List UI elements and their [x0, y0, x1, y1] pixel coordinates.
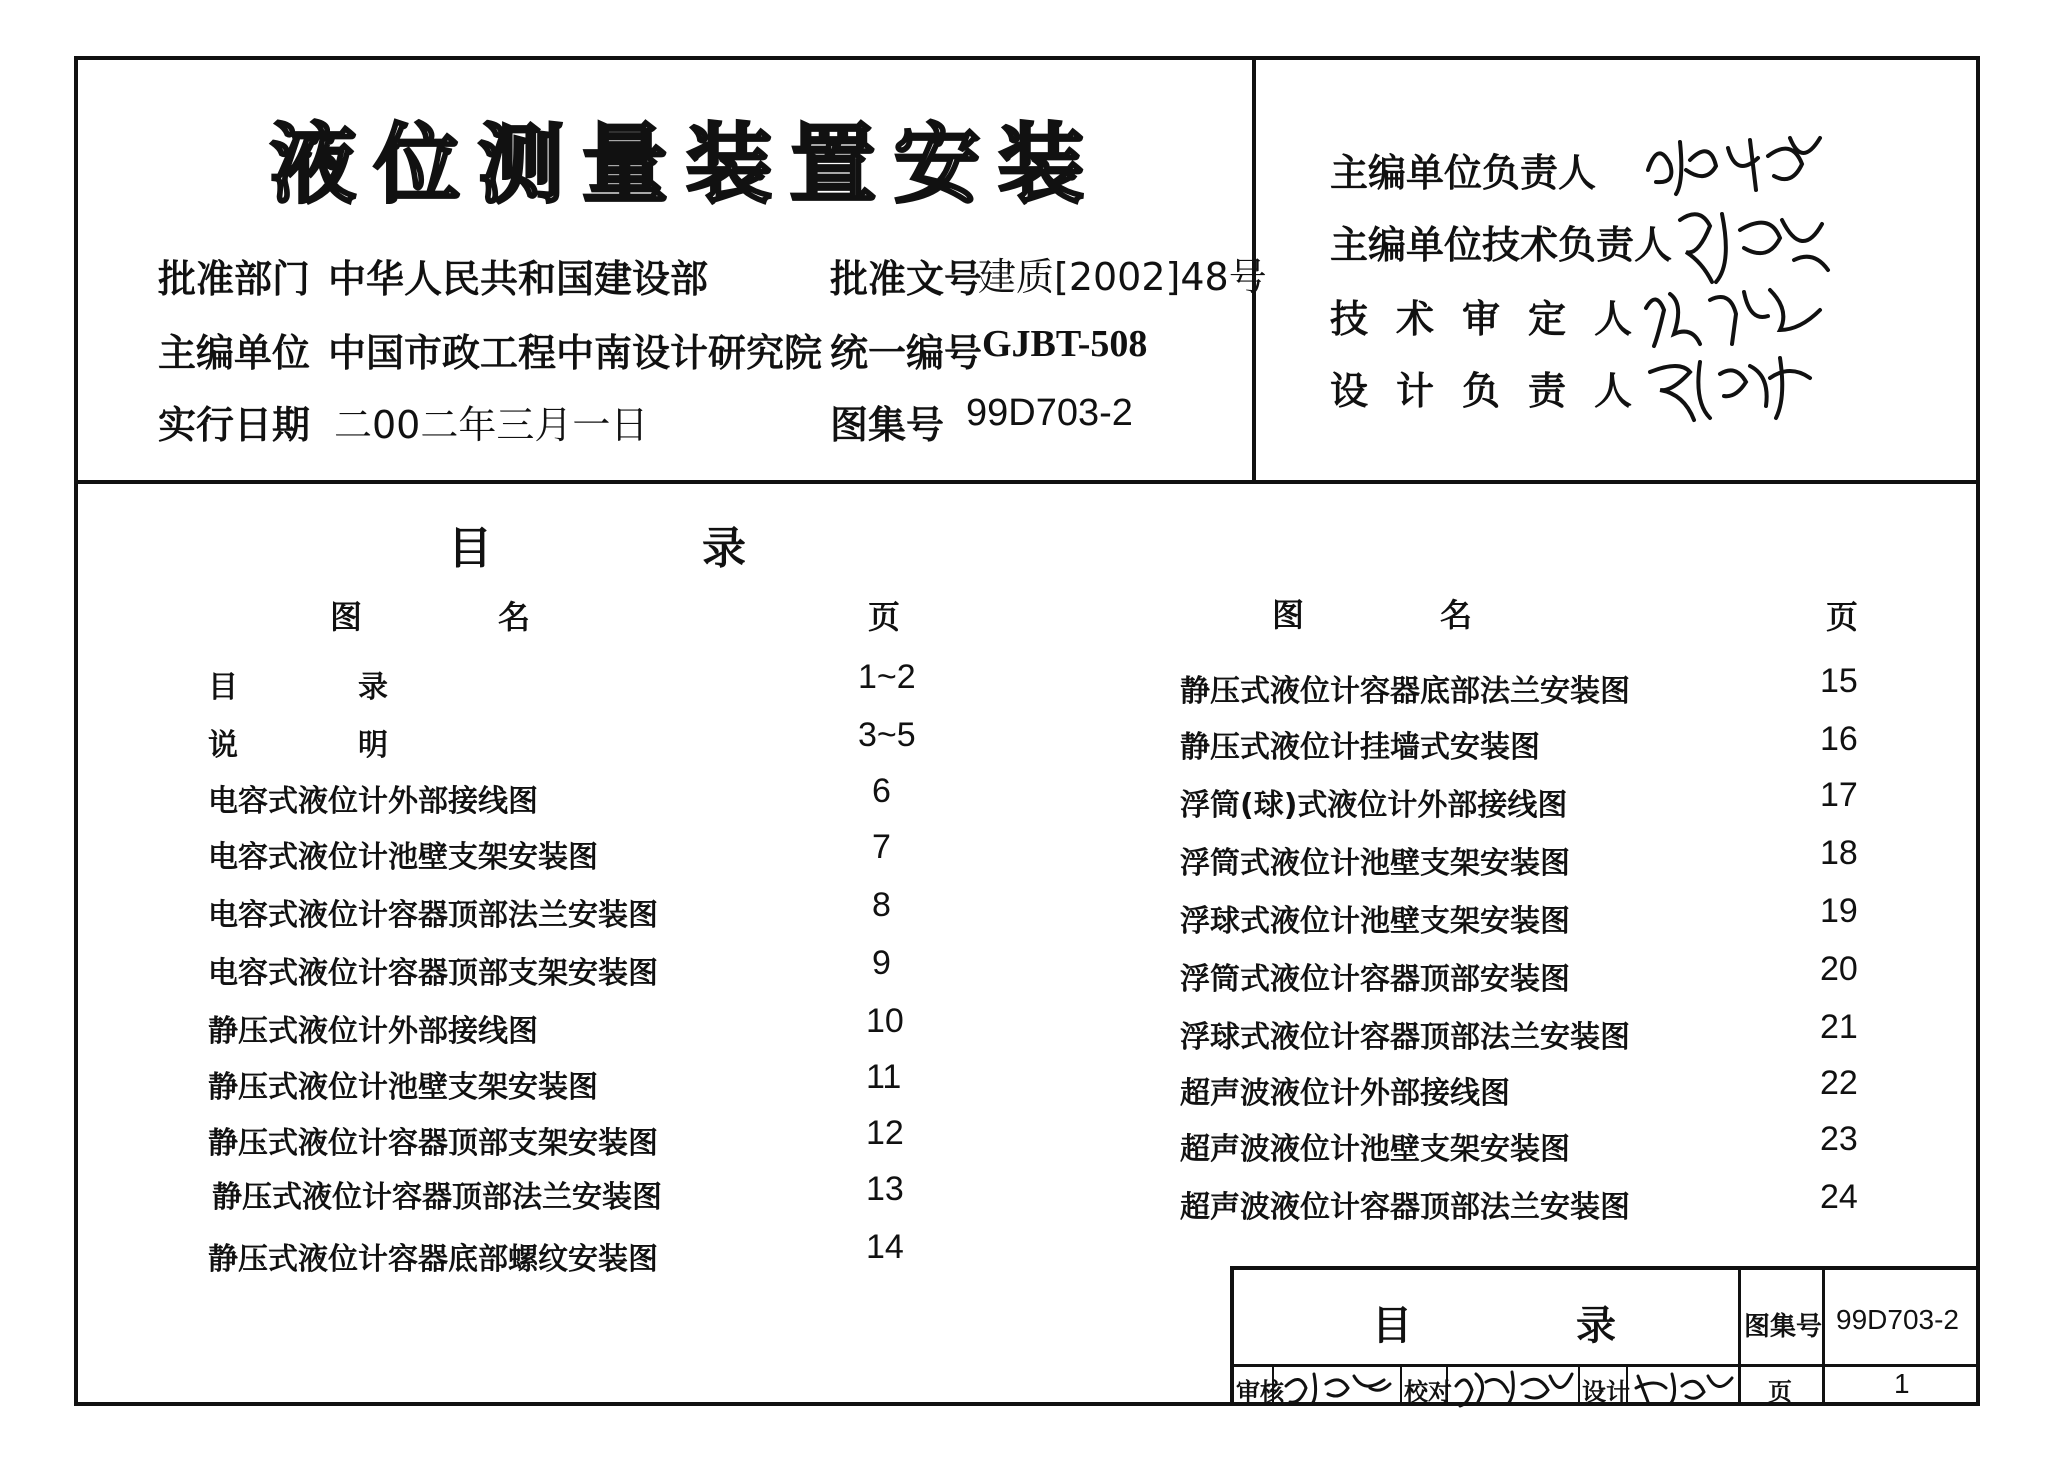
titleblock-top	[1230, 1266, 1980, 1270]
approval-doc-label: 批准文号	[830, 257, 983, 301]
toc-entry: 电容式液位计外部接线图	[208, 784, 538, 819]
sig-role-chief-unit-head: 主编单位负责人	[1330, 151, 1597, 195]
toc-entry: 浮筒(球)式液位计外部接线图	[1180, 788, 1568, 823]
toc-entry: 电容式液位计容器顶部法兰安装图	[208, 898, 658, 933]
titleblock-title-left: 目	[1372, 1303, 1412, 1349]
toc-page: 17	[1820, 776, 1858, 814]
toc-page: 9	[872, 944, 891, 982]
toc-entry: 超声波液位计外部接线图	[1180, 1076, 1510, 1111]
titleblock-page-label: 页	[1768, 1378, 1792, 1406]
toc-entry: 超声波液位计池壁支架安装图	[1180, 1132, 1570, 1167]
titleblock-atlas-label: 图集号	[1744, 1312, 1823, 1342]
toc-entry: 静压式液位计容器顶部支架安装图	[208, 1126, 658, 1161]
toc-entry: 静压式液位计池壁支架安装图	[208, 1070, 598, 1105]
effective-date: 二00二年三月一日	[334, 403, 649, 447]
approval-doc: 建质[2002]48号	[978, 255, 1267, 299]
toc-entry: 静压式液位计外部接线图	[208, 1014, 538, 1049]
toc-page: 12	[866, 1114, 904, 1152]
toc-heading-left: 目	[448, 523, 492, 574]
toc-entry: 浮球式液位计容器顶部法兰安装图	[1180, 1020, 1630, 1055]
toc-page: 23	[1820, 1120, 1858, 1158]
titleblock-left	[1230, 1266, 1234, 1406]
col-page-right: 页	[1826, 598, 1859, 636]
toc-entry: 静压式液位计挂墙式安装图	[1180, 730, 1540, 765]
titleblock-sub2	[1400, 1364, 1402, 1406]
approval-dept-label: 批准部门	[158, 257, 311, 301]
titleblock-sub4	[1578, 1364, 1580, 1406]
toc-entry: 浮筒式液位计容器顶部安装图	[1180, 962, 1570, 997]
titleblock-div2	[1822, 1266, 1825, 1406]
titleblock-page-value: 1	[1894, 1368, 1910, 1399]
toc-page: 22	[1820, 1064, 1858, 1102]
toc-heading-right: 录	[702, 523, 746, 574]
toc-entry: 静压式液位计容器底部法兰安装图	[1180, 674, 1630, 709]
atlas-no: 99D703-2	[966, 392, 1133, 434]
titleblock-design-label: 设计	[1582, 1378, 1630, 1406]
toc-page: 18	[1820, 834, 1858, 872]
toc-page: 20	[1820, 950, 1858, 988]
unified-no-label: 统一编号	[830, 331, 983, 375]
toc-entry: 浮球式液位计池壁支架安装图	[1180, 904, 1570, 939]
toc-page: 6	[872, 772, 891, 810]
atlas-no-label: 图集号	[830, 403, 945, 447]
toc-page: 3~5	[858, 716, 916, 754]
col-page-left: 页	[868, 598, 901, 636]
sig-role-chief-tech-head: 主编单位技术负责人	[1330, 223, 1673, 267]
sig-role-tech-approver: 技术审定人	[1330, 297, 1661, 341]
toc-entry: 静压式液位计容器底部螺纹安装图	[208, 1242, 658, 1277]
toc-entry: 目 录	[208, 670, 388, 705]
toc-entry: 电容式液位计池壁支架安装图	[208, 840, 598, 875]
effective-date-label: 实行日期	[158, 403, 311, 447]
col-name-b-left: 名	[498, 598, 531, 636]
sig-role-design-head: 设计负责人	[1330, 369, 1661, 413]
titleblock-check-label: 校对	[1404, 1378, 1452, 1406]
col-name-a-right: 图	[1272, 596, 1305, 634]
titleblock-div1	[1738, 1266, 1741, 1406]
document-title: 液位测量装置安装	[270, 114, 1102, 215]
toc-page: 21	[1820, 1008, 1858, 1046]
toc-page: 13	[866, 1170, 904, 1208]
chief-unit-label: 主编单位	[158, 331, 311, 375]
titleblock-atlas-value: 99D703-2	[1836, 1304, 1959, 1335]
toc-page: 19	[1820, 892, 1858, 930]
toc-entry: 浮筒式液位计池壁支架安装图	[1180, 846, 1570, 881]
header-divider	[74, 480, 1980, 484]
toc-page: 16	[1820, 720, 1858, 758]
toc-page: 24	[1820, 1178, 1858, 1216]
toc-entry: 说 明	[208, 728, 388, 763]
toc-page: 1~2	[858, 658, 916, 696]
toc-entry: 超声波液位计容器顶部法兰安装图	[1180, 1190, 1630, 1225]
col-name-a-left: 图	[330, 598, 363, 636]
approval-dept: 中华人民共和国建设部	[328, 257, 709, 301]
toc-page: 10	[866, 1002, 904, 1040]
col-name-b-right: 名	[1440, 596, 1473, 634]
toc-page: 8	[872, 886, 891, 924]
toc-entry: 电容式液位计容器顶部支架安装图	[208, 956, 658, 991]
titleblock-review-label: 审核	[1236, 1378, 1284, 1406]
toc-page: 7	[872, 828, 891, 866]
toc-page: 14	[866, 1228, 904, 1266]
titleblock-title-right: 录	[1576, 1303, 1616, 1349]
toc-page: 11	[866, 1058, 902, 1096]
unified-no: GJBT-508	[982, 323, 1148, 365]
toc-entry: 静压式液位计容器顶部法兰安装图	[212, 1180, 662, 1215]
chief-unit: 中国市政工程中南设计研究院	[328, 331, 823, 375]
toc-page: 15	[1820, 662, 1858, 700]
